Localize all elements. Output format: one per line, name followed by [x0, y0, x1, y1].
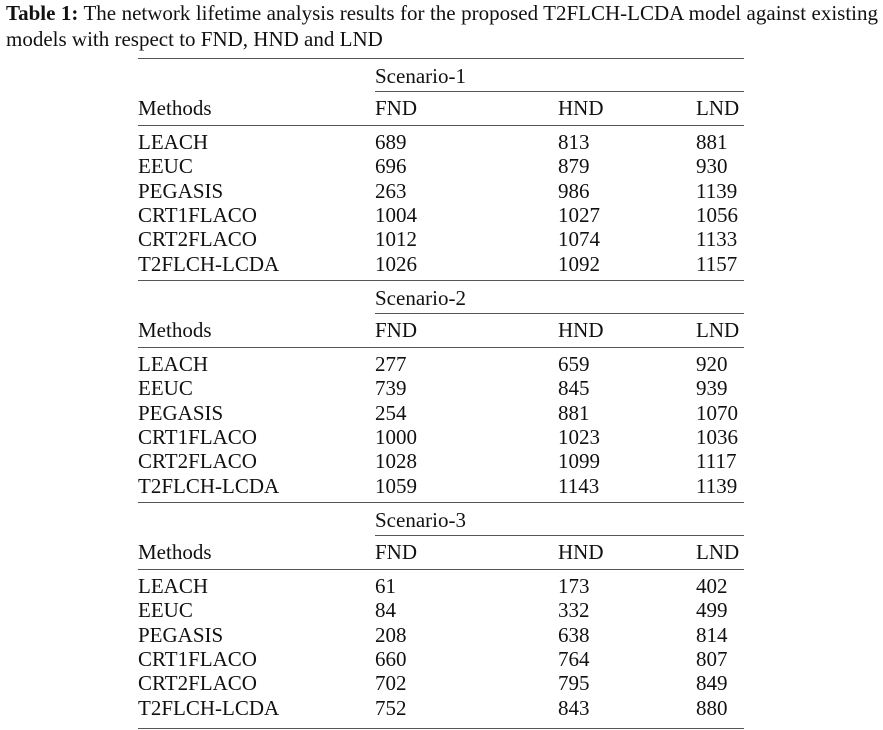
- fnd-cell: 739: [375, 376, 407, 401]
- table-rule: [138, 280, 744, 281]
- lnd-cell: 1157: [696, 251, 738, 276]
- hnd-cell: 1023: [558, 424, 600, 449]
- lnd-cell: 1139: [696, 473, 738, 498]
- lnd-cell: 402: [696, 574, 728, 598]
- hnd-cell: 813: [558, 130, 590, 154]
- method-cell: PEGASIS: [138, 622, 224, 647]
- method-cell: T2FLCH-LCDA: [138, 695, 280, 720]
- lnd-cell: 499: [696, 598, 728, 623]
- fnd-cell: 689: [375, 130, 407, 154]
- method-cell: LEACH: [138, 574, 208, 598]
- fnd-cell: 702: [375, 671, 407, 696]
- hnd-cell: 1143: [558, 473, 600, 498]
- lnd-cell: 1036: [696, 424, 738, 449]
- scenario-title: Scenario-3: [375, 508, 466, 532]
- methods-header: Methods: [138, 318, 212, 342]
- fnd-cell: 84: [375, 598, 396, 623]
- lnd-cell: 920: [696, 352, 728, 376]
- fnd-cell: 277: [375, 352, 407, 376]
- header-rule: [138, 125, 744, 126]
- method-cell: T2FLCH-LCDA: [138, 251, 280, 276]
- hnd-cell: 881: [558, 400, 590, 425]
- lnd-cell: 881: [696, 130, 728, 154]
- fnd-cell: 1026: [375, 251, 417, 276]
- header-rule: [138, 569, 744, 570]
- fnd-cell: 696: [375, 154, 407, 179]
- methods-header: Methods: [138, 96, 212, 120]
- lnd-cell: 1070: [696, 400, 738, 425]
- fnd-cell: 1012: [375, 227, 417, 252]
- method-cell: CRT2FLACO: [138, 227, 257, 252]
- hnd-cell: 845: [558, 376, 590, 401]
- lnd-cell: 814: [696, 622, 728, 647]
- scenario-title: Scenario-2: [375, 286, 466, 310]
- hnd-cell: 795: [558, 671, 590, 696]
- hnd-header: HND: [558, 318, 604, 342]
- scenario-rule: [375, 91, 744, 92]
- hnd-cell: 764: [558, 646, 590, 671]
- hnd-cell: 659: [558, 352, 590, 376]
- fnd-cell: 660: [375, 646, 407, 671]
- scenario-rule: [375, 313, 744, 314]
- method-cell: CRT1FLACO: [138, 202, 257, 227]
- lnd-cell: 807: [696, 646, 728, 671]
- methods-header: Methods: [138, 540, 212, 564]
- fnd-header: FND: [375, 96, 418, 120]
- hnd-cell: 1099: [558, 449, 600, 474]
- fnd-cell: 208: [375, 622, 407, 647]
- fnd-cell: 254: [375, 400, 407, 425]
- hnd-cell: 879: [558, 154, 590, 179]
- hnd-header: HND: [558, 96, 604, 120]
- fnd-header: FND: [375, 318, 418, 342]
- table-rule: [138, 502, 744, 503]
- fnd-cell: 263: [375, 178, 407, 203]
- fnd-cell: 1004: [375, 202, 417, 227]
- fnd-cell: 1059: [375, 473, 417, 498]
- lnd-cell: 849: [696, 671, 728, 696]
- hnd-cell: 638: [558, 622, 590, 647]
- method-cell: PEGASIS: [138, 400, 224, 425]
- method-cell: CRT2FLACO: [138, 671, 257, 696]
- hnd-cell: 1027: [558, 202, 600, 227]
- lnd-cell: 1117: [696, 449, 737, 474]
- method-cell: CRT1FLACO: [138, 646, 257, 671]
- fnd-cell: 1028: [375, 449, 417, 474]
- table-bottom-rule: [138, 728, 744, 729]
- method-cell: EEUC: [138, 376, 193, 401]
- lnd-header: LND: [696, 96, 740, 120]
- scenario-title: Scenario-1: [375, 64, 466, 88]
- method-cell: PEGASIS: [138, 178, 224, 203]
- hnd-cell: 843: [558, 695, 590, 720]
- hnd-cell: 173: [558, 574, 590, 598]
- table-caption: [6, 0, 878, 52]
- hnd-cell: 1074: [558, 227, 600, 252]
- method-cell: LEACH: [138, 130, 208, 154]
- fnd-cell: 1000: [375, 424, 417, 449]
- lnd-cell: 1133: [696, 227, 738, 252]
- method-cell: CRT1FLACO: [138, 424, 257, 449]
- hnd-cell: 332: [558, 598, 590, 623]
- lnd-header: LND: [696, 318, 740, 342]
- header-rule: [138, 347, 744, 348]
- scenario-rule: [375, 535, 744, 536]
- lnd-cell: 930: [696, 154, 728, 179]
- lnd-cell: 880: [696, 695, 728, 720]
- method-cell: EEUC: [138, 154, 193, 179]
- method-cell: EEUC: [138, 598, 193, 623]
- lnd-cell: 939: [696, 376, 728, 401]
- fnd-cell: 61: [375, 574, 396, 598]
- table-caption-label: Table 1:: [6, 1, 79, 25]
- lnd-cell: 1056: [696, 202, 738, 227]
- hnd-cell: 1092: [558, 251, 600, 276]
- lnd-cell: 1139: [696, 178, 738, 203]
- table-caption-text: The network lifetime analysis results for the proposed T2FLCH-LCDA model against existing models with respect to FND, HND and LND: [6, 1, 878, 51]
- fnd-cell: 752: [375, 695, 407, 720]
- method-cell: CRT2FLACO: [138, 449, 257, 474]
- fnd-header: FND: [375, 540, 418, 564]
- table-rule: [138, 58, 744, 59]
- hnd-cell: 986: [558, 178, 590, 203]
- hnd-header: HND: [558, 540, 604, 564]
- method-cell: T2FLCH-LCDA: [138, 473, 280, 498]
- method-cell: LEACH: [138, 352, 208, 376]
- lnd-header: LND: [696, 540, 740, 564]
